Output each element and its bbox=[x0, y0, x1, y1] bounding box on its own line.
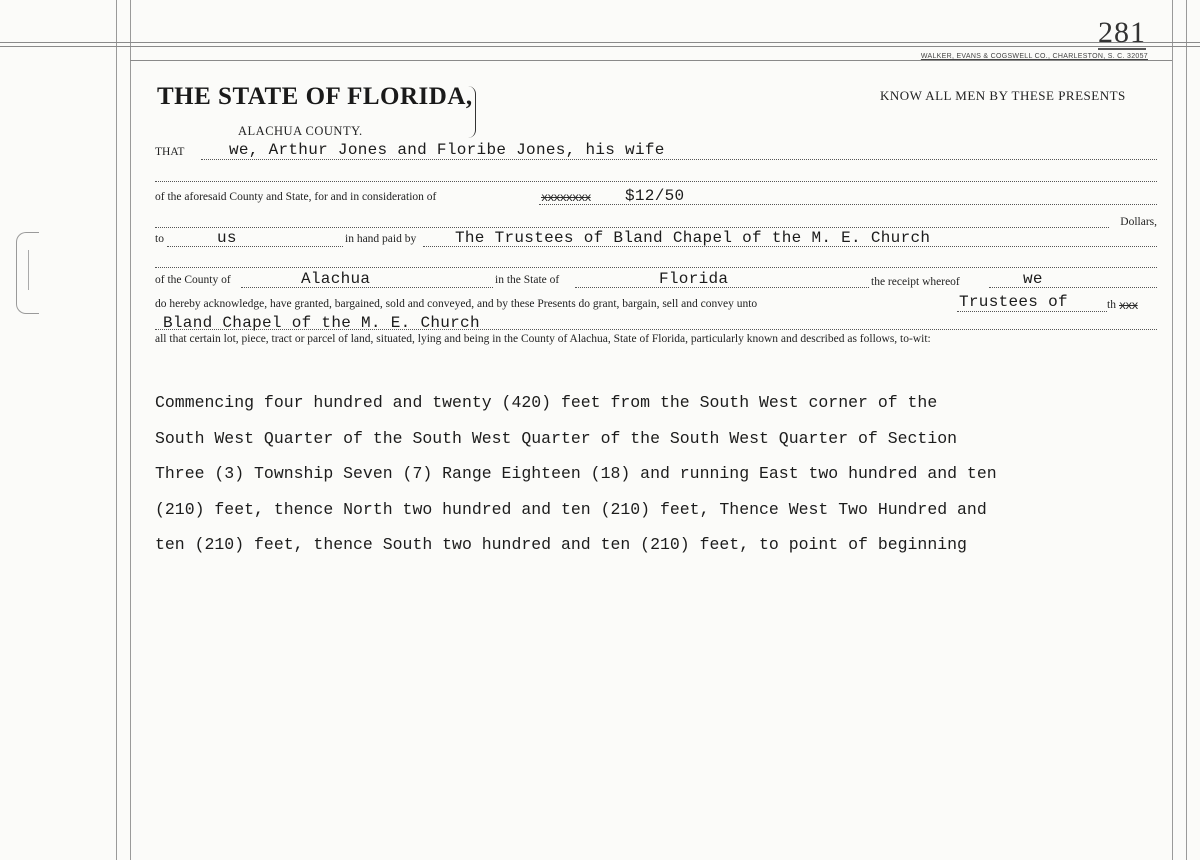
blank-rule-1 bbox=[155, 181, 1157, 182]
state-title: THE STATE OF FLORIDA, bbox=[157, 83, 473, 110]
dollars-rule bbox=[155, 227, 1109, 228]
binder-tick-mark bbox=[28, 250, 29, 290]
legal-description bbox=[155, 385, 1155, 563]
county-label: of the County of bbox=[155, 274, 231, 286]
margin-rule-right-outer bbox=[1186, 0, 1187, 860]
margin-rule-left-inner bbox=[130, 0, 131, 860]
receipt-value: we bbox=[1023, 270, 1043, 288]
state-value: Florida bbox=[659, 270, 729, 288]
consideration-label: of the aforesaid County and State, for and in consideration of bbox=[155, 191, 437, 203]
dollars-label: Dollars, bbox=[1120, 216, 1157, 228]
receipt-label: the receipt whereof bbox=[871, 276, 960, 288]
margin-rule-left bbox=[116, 0, 117, 860]
county-value: Alachua bbox=[301, 270, 371, 288]
their-struck: xxx bbox=[1119, 299, 1138, 313]
description-line: Three (3) Township Seven (7) Range Eighteen (18) and running East two hundred and ten bbox=[155, 464, 997, 483]
grantee: Trustees of bbox=[959, 293, 1068, 311]
receipt-rule bbox=[989, 287, 1157, 288]
grant-line bbox=[155, 293, 1157, 316]
consideration-struck: xxxxxxxx bbox=[541, 191, 591, 205]
consideration-amount: $12/50 bbox=[625, 187, 685, 205]
description-line: South West Quarter of the South West Quarter of the South West Quarter of Section bbox=[155, 428, 958, 448]
to-rule bbox=[167, 246, 343, 247]
grantor-names: we, Arthur Jones and Floribe Jones, his wife bbox=[229, 141, 665, 159]
county-state-line bbox=[155, 272, 1157, 292]
heading-brace bbox=[467, 86, 476, 138]
grant-text: do hereby acknowledge, have granted, bargained, sold and conveyed, and by these Presents do grant, bargain, sell and convey unto bbox=[155, 298, 758, 310]
land-clause: all that certain lot, piece, tract or parcel of land, situated, lying and being in the County of Alachua, State of Florida, particularly known and described as follows, to-wit: bbox=[155, 333, 931, 345]
header-rule-bottom bbox=[130, 60, 1172, 61]
paid-by: The Trustees of Bland Chapel of the M. E. Church bbox=[455, 229, 931, 247]
blank-line-2 bbox=[155, 252, 1157, 272]
state-label: in the State of bbox=[495, 274, 560, 286]
know-all-men-heading: KNOW ALL MEN BY THESE PRESENTS bbox=[880, 88, 1126, 103]
header-rule-top bbox=[0, 42, 1200, 43]
margin-rule-right bbox=[1172, 0, 1173, 860]
payment-line bbox=[155, 231, 1157, 251]
page-number: 281 bbox=[1098, 16, 1146, 49]
header-rule-top-2 bbox=[0, 46, 1200, 47]
that-label: THAT bbox=[155, 146, 185, 158]
grantee-rule bbox=[957, 311, 1107, 312]
grantee-continued: Bland Chapel of the M. E. Church bbox=[163, 314, 480, 332]
description-line: ten (210) feet, thence South two hundred and ten (210) feet, to point of beginning bbox=[155, 535, 967, 554]
paid-by-label: in hand paid by bbox=[345, 233, 417, 245]
grantor-line bbox=[155, 142, 1157, 162]
grantee-cont-line bbox=[155, 314, 1157, 334]
paid-to: us bbox=[217, 229, 237, 247]
description-line: (210) feet, thence North two hundred and ten (210) feet, Thence West Two Hundred and bbox=[155, 499, 987, 519]
printer-imprint: WALKER, EVANS & COGSWELL CO., CHARLESTON, S. C. 32057 bbox=[920, 53, 1148, 60]
description-line: Commencing four hundred and twenty (420) feet from the South West corner of the bbox=[155, 393, 938, 412]
to-label: to bbox=[155, 233, 164, 245]
grantor-rule bbox=[201, 159, 1157, 160]
blank-rule-2 bbox=[155, 267, 1157, 268]
their-label: th bbox=[1107, 299, 1116, 311]
blank-line-1 bbox=[155, 164, 1157, 184]
county-heading: ALACHUA COUNTY. bbox=[238, 124, 363, 138]
consideration-line bbox=[155, 189, 1157, 209]
